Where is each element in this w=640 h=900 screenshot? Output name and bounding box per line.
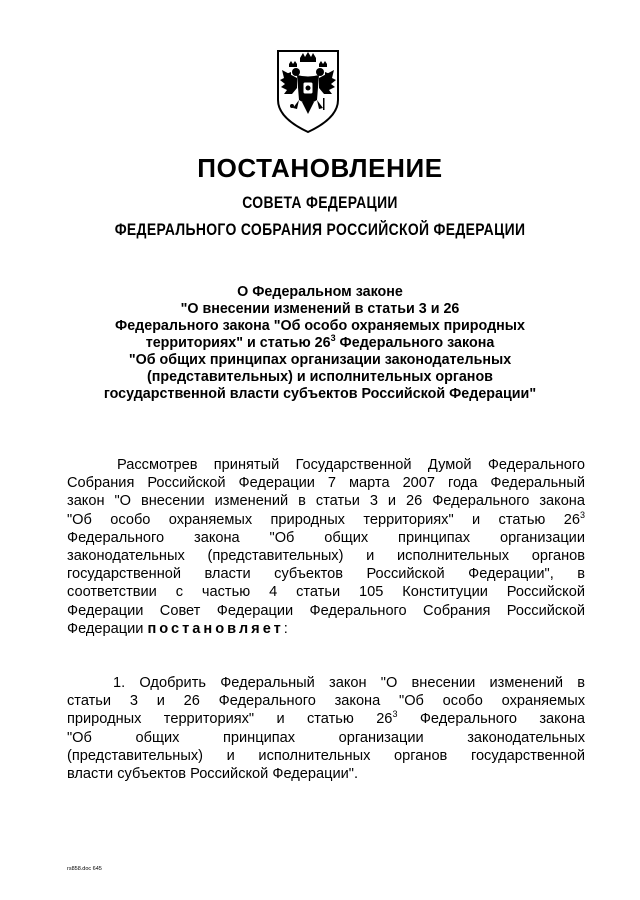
paragraph-line: государственной власти субъектов Российской Федерации", в	[67, 566, 585, 583]
paragraph-line: "Об особо охраняемых природных территориях" и статью $26^3$	[67, 509, 585, 528]
paragraph-line: Собрания Российской Федерации 7 марта 2007 года Федеральный	[67, 475, 585, 492]
paragraph-line: "Об общих принципах организации законодательных	[67, 729, 585, 746]
subject-line: О Федеральном законе	[237, 284, 403, 300]
paragraph-line: 1. Одобрить Федеральный закон "О внесении изменений в	[113, 675, 585, 691]
paragraph-line: статьи 3 и 26 Федерального закона "Об особо охраняемых	[67, 693, 585, 710]
paragraph-line: Рассмотрев принятый Государственной Думой Федерального	[117, 457, 585, 473]
double-headed-eagle-icon	[275, 48, 341, 134]
preamble-paragraph	[67, 456, 585, 638]
document-subject	[40, 284, 600, 403]
subject-line: "Об общих принципах организации законодательных	[128, 352, 512, 368]
paragraph-line: (представительных) и исполнительных органов государственной	[67, 747, 585, 764]
paragraph-line: Федерации Совет Федерации Федерального Собрания Российской	[67, 602, 585, 619]
subject-line: государственной власти субъектов Российской Федерации"	[103, 386, 537, 402]
document-title: ПОСТАНОВЛЕНИЕ	[197, 153, 443, 183]
paragraph-line: соответствии с частью 4 статьи 105 Конституции Российской	[67, 584, 585, 601]
resolution-point-1	[67, 674, 585, 783]
paragraph-line: власти субъектов Российской Федерации".	[67, 766, 359, 783]
paragraph-line: закон "О внесении изменений в статьи 3 и 26 Федерального закона	[67, 493, 585, 510]
paragraph-line: Федерации постановляет:	[67, 620, 288, 637]
issuer-line-2: ФЕДЕРАЛЬНОГО СОБРАНИЯ РОССИЙСКОЙ ФЕДЕРАЦИИ	[114, 220, 526, 239]
subject-line: территориях" и статью $26^3$ Федерального закона	[145, 333, 495, 351]
subject-line: Федерального закона "Об особо охраняемых природных	[115, 318, 525, 334]
issuer-line-1: СОВЕТА ФЕДЕРАЦИИ	[242, 193, 398, 212]
resolution-keyword: постановляет	[147, 620, 284, 637]
subject-line: (представительных) и исполнительных органов	[147, 369, 493, 385]
file-reference: rs858.doc 645	[67, 866, 102, 872]
paragraph-line: природных территориях" и статью $26^3$ Федерального закона	[67, 709, 585, 728]
paragraph-line: законодательных (представительных) и исполнительных органов	[67, 548, 585, 565]
subject-line: "О внесении изменений в статьи 3 и 26	[180, 301, 460, 317]
paragraph-line: Федерального закона "Об общих принципах организации	[67, 529, 585, 546]
